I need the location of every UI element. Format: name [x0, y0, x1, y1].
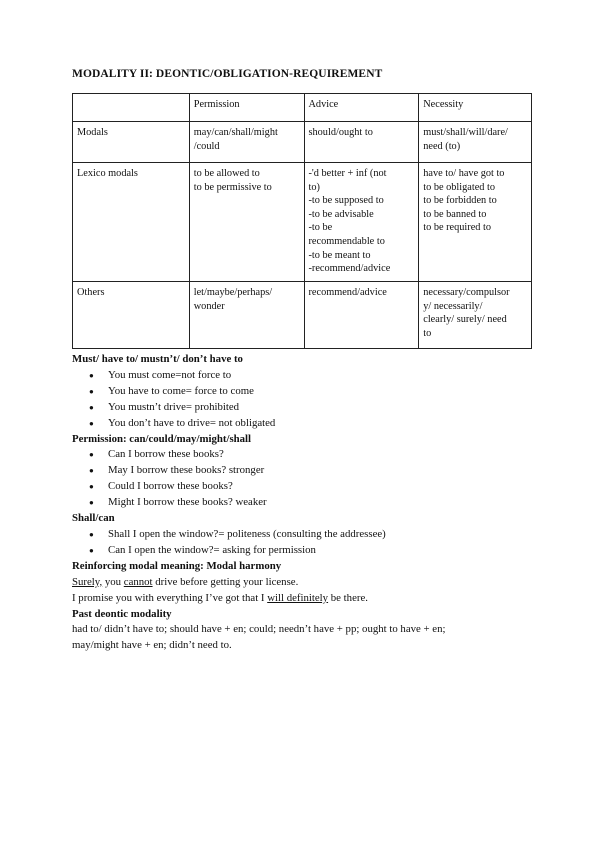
cell-line: y/ necessarily/	[423, 300, 483, 312]
list-item: ● May I borrow these books? stronger	[89, 463, 532, 479]
text-run: I promise you with everything I’ve got that I	[72, 591, 268, 604]
table-header-row	[73, 94, 532, 122]
past-forms-line: had to/ didn’t have to; should have + en; could; needn’t have + pp; ought to have + en;	[72, 623, 446, 636]
list-item: ● You must come=not force to	[89, 368, 532, 384]
text-run: be there.	[328, 591, 368, 604]
text-run: you	[102, 575, 124, 588]
section-heading-shall: Shall/can	[72, 512, 115, 525]
row-label: Lexico modals	[73, 163, 190, 282]
cell-line: clearly/ surely/ need	[423, 314, 507, 326]
cell-line: to be required to	[423, 222, 492, 234]
cell-line: may/can/shall/might	[193, 127, 278, 138]
cell-line: to	[423, 327, 432, 339]
document-page	[72, 68, 532, 654]
cell-permission	[189, 122, 304, 163]
cell-line: /could	[193, 140, 220, 152]
cell-advice	[304, 163, 419, 282]
list-item: ● You have to come= force to come	[89, 384, 532, 400]
table-row-others	[73, 282, 532, 349]
cell-line: to be allowed to	[193, 168, 260, 179]
section-heading-past: Past deontic modality	[72, 607, 172, 620]
must-list	[72, 368, 532, 432]
list-item: ● Can I borrow these books?	[89, 447, 532, 463]
header-cell-advice: Advice	[304, 94, 419, 122]
cell-line: -to be	[308, 222, 333, 234]
cell-line: to be permissive to	[193, 181, 272, 193]
underlined-word: Surely,	[72, 575, 103, 588]
header-cell-permission: Permission	[189, 94, 304, 122]
row-label: Modals	[73, 122, 190, 163]
list-item: ● Might I borrow these books? weaker	[89, 495, 532, 511]
cell-line: should/ought to	[308, 127, 373, 138]
past-forms-line: may/might have + en; didn’t need to.	[72, 639, 232, 652]
cell-advice	[304, 282, 419, 349]
cell-necessity	[419, 122, 532, 163]
cell-permission	[189, 163, 304, 282]
section-heading-reinforcing: Reinforcing modal meaning: Modal harmony	[72, 559, 282, 572]
list-item: ● Could I borrow these books?	[89, 479, 532, 495]
example-sentence-promise	[72, 591, 532, 607]
cell-line: -to be supposed to	[308, 195, 384, 207]
text-run: drive before getting your license.	[152, 575, 299, 588]
cell-necessity	[419, 282, 532, 349]
cell-line: wonder	[193, 300, 225, 312]
cell-line: necessary/compulsor	[423, 287, 510, 298]
cell-line: -to be meant to	[308, 249, 371, 261]
table-row-lexico-modals	[73, 163, 532, 282]
cell-permission	[189, 282, 304, 349]
modality-table	[72, 93, 532, 349]
row-label: Others	[73, 282, 190, 349]
cell-line: to be forbidden to	[423, 195, 497, 207]
shall-list	[72, 527, 532, 559]
cell-line: to be banned to	[423, 208, 487, 220]
cell-line: have to/ have got to	[423, 168, 505, 179]
cell-necessity	[419, 163, 532, 282]
cell-line: recommendable to	[308, 235, 385, 247]
header-cell-empty	[73, 94, 190, 122]
underlined-word: cannot	[123, 575, 153, 588]
list-item: ● Shall I open the window?= politeness (consulting the addressee)	[89, 527, 532, 543]
cell-line: need (to)	[423, 140, 461, 152]
cell-line: recommend/advice	[308, 287, 387, 298]
section-heading-permission: Permission: can/could/may/might/shall	[72, 432, 252, 445]
cell-line: -to be advisable	[308, 208, 374, 220]
table-row-modals	[73, 122, 532, 163]
page-title: MODALITY II: DEONTIC/OBLIGATION-REQUIREMENT	[72, 68, 383, 80]
cell-line: must/shall/will/dare/	[423, 127, 508, 138]
cell-advice	[304, 122, 419, 163]
cell-line: -recommend/advice	[308, 263, 391, 275]
cell-line: to)	[308, 181, 320, 193]
list-item: ● You mustn’t drive= prohibited	[89, 400, 532, 416]
cell-line: -'d better + inf (not	[308, 168, 387, 179]
example-sentence-surely	[72, 575, 532, 591]
cell-line: to be obligated to	[423, 181, 496, 193]
list-item: ● You don’t have to drive= not obligated	[89, 416, 532, 432]
notes-section	[72, 352, 532, 654]
list-item: ● Can I open the window?= asking for permission	[89, 543, 532, 559]
permission-list	[72, 447, 532, 511]
cell-line: let/maybe/perhaps/	[193, 287, 273, 298]
header-cell-necessity: Necessity	[419, 94, 532, 122]
underlined-word: will definitely	[267, 591, 329, 604]
section-heading-must: Must/ have to/ mustn’t/ don’t have to	[72, 353, 243, 365]
